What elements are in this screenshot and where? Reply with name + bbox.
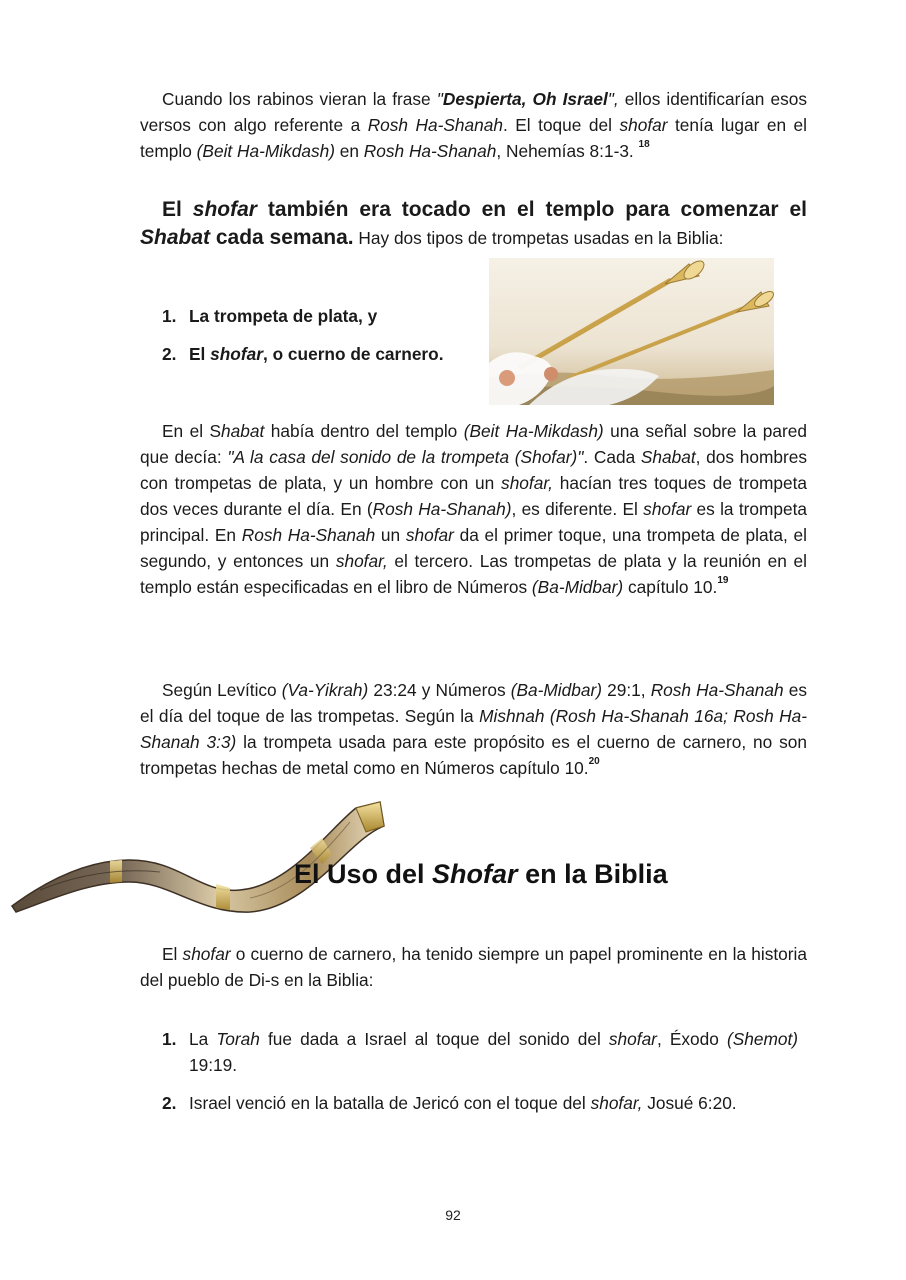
paragraph-shabat-templo: En el Shabat había dentro del templo (Beit Ha-Mikdash) una señal sobre la pared que decía: "A la casa del sonido de la trompeta (Shofar)". Cada Shabat, dos hombres con trompetas de plata, y un hombre con un shofar, hacían tres toques de trompeta dos veces durante el día. En (Rosh Ha-Shanah), es diferente. El shofar es la trompeta principal. En Rosh Ha-Shanah un shofar da el primer toque, una trompeta de plata, el segundo, y entonces un shofar, el tercero. Las trompetas de plata y la reunión en el templo están especificadas en el libro de Números (Ba-Midbar) capítulo 10.19	[140, 421, 808, 597]
list-item: 2. El shofar, o cuerno de carnero.	[162, 344, 444, 364]
paragraph-shofar-shabat: El shofar también era tocado en el templo para comenzar el Shabat cada semana. Hay dos tipos de trompetas usadas en la Biblia:	[140, 198, 807, 249]
list-item: 1. La Torah fue dada a Israel al toque del sonido del shofar, Éxodo (Shemot) 19:19.	[162, 1029, 799, 1075]
footnote-ref-20: 20	[588, 756, 600, 767]
section-heading: El Uso del Shofar en la Biblia	[294, 859, 668, 889]
footnote-ref-18: 18	[638, 139, 650, 150]
paragraph-rabinos: Cuando los rabinos vieran la frase "Despierta, Oh Israel", ellos identificarían esos versos con algo referente a Rosh Ha-Shanah. El toque del shofar tenía lugar en el templo (Beit Ha-Mikdash) en Rosh Ha-Shanah, Nehemías 8:1-3. $^{18}$	[140, 89, 808, 161]
page-number: 92	[445, 1207, 461, 1223]
footnote-ref-19: 19	[717, 575, 729, 586]
list-item: 2. Israel venció en la batalla de Jericó con el toque del shofar, Josué 6:20.	[162, 1093, 737, 1113]
bible-uses-list	[162, 1026, 798, 1116]
paragraph-levitico: Según Levítico (Va-Yikrah) 23:24 y Números (Ba-Midbar) 29:1, Rosh Ha-Shanah es el día del toque de las trompetas. Según la Mishnah (Rosh Ha-Shanah 16a; Rosh Ha-Shanah 3:3) la trompeta usada para este propósito es el cuerno de carnero, no son trompetas hechas de metal como en Números capítulo 10.20	[140, 680, 807, 778]
trumpets-photo	[489, 258, 774, 405]
list-item: 1. La trompeta de plata, y	[162, 306, 378, 326]
trumpet-types-list	[162, 303, 462, 367]
paragraph-papel-prominente: El shofar o cuerno de carnero, ha tenido siempre un papel prominente en la historia del pueblo de Di-s en la Biblia:	[140, 944, 807, 990]
